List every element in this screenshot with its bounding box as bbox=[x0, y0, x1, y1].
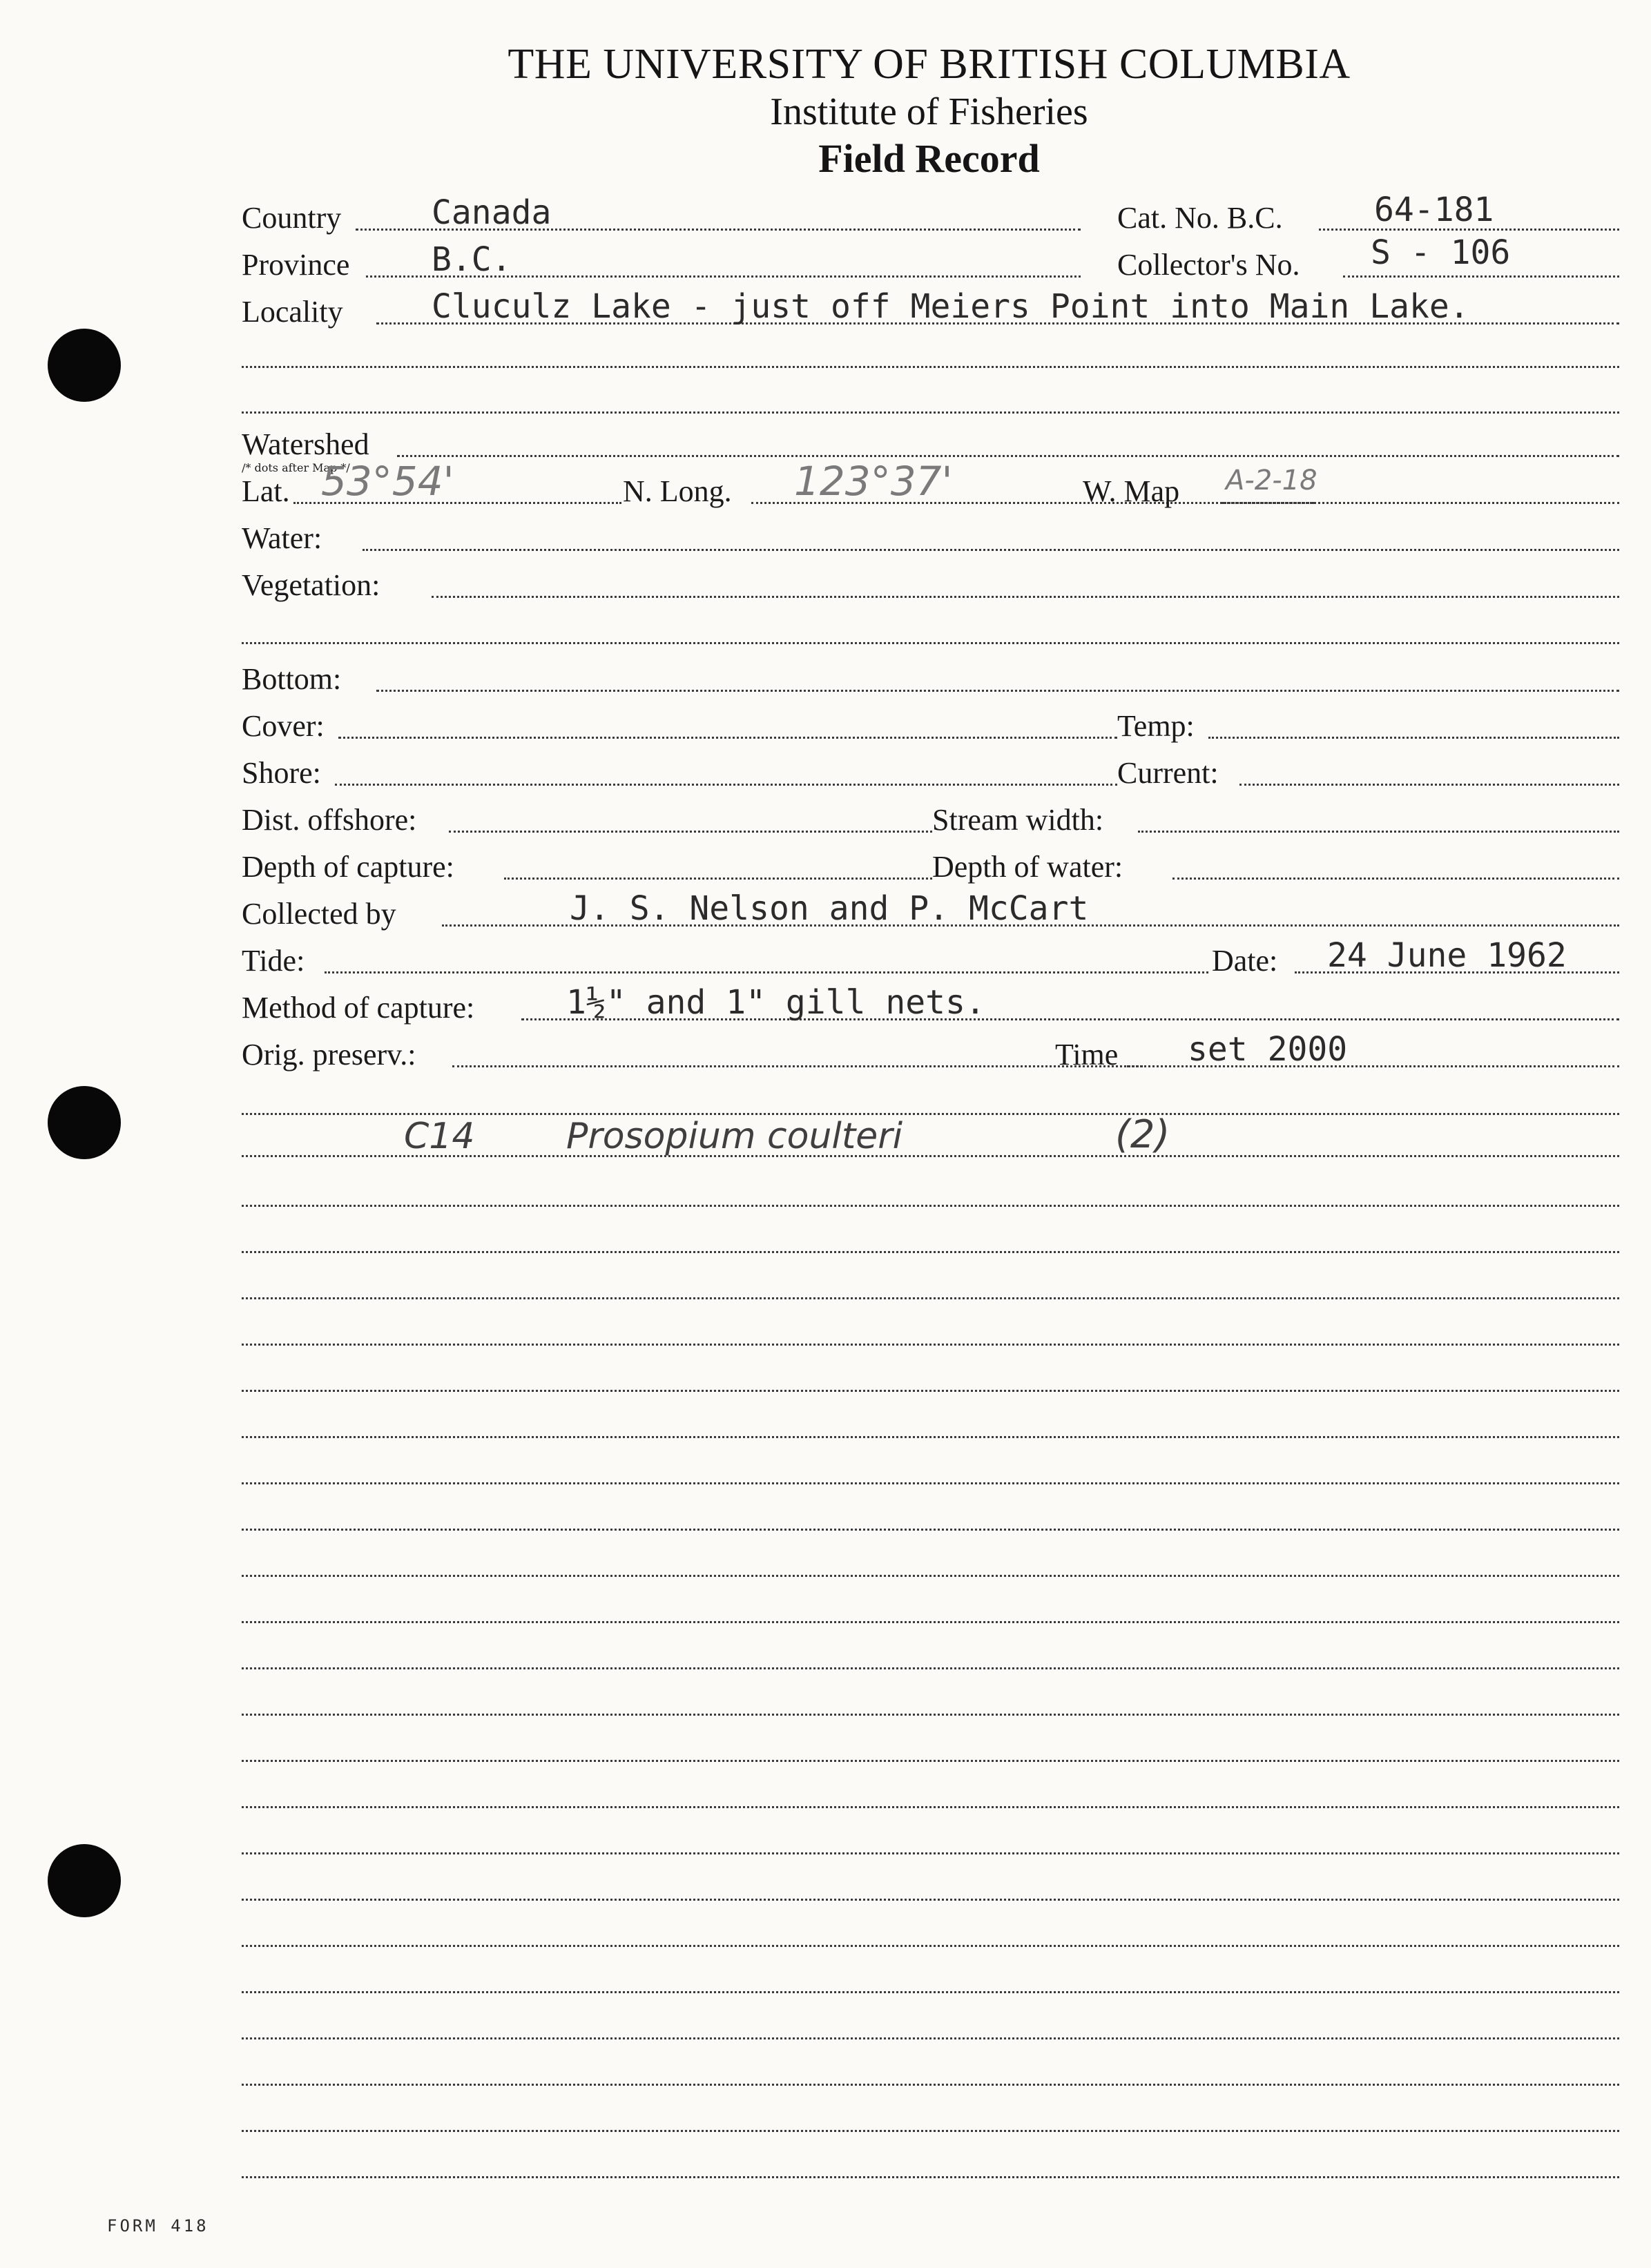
long-label: N. Long. bbox=[623, 474, 732, 508]
cat-no-value[interactable]: 64-181 bbox=[1374, 191, 1494, 229]
lat-label: Lat. bbox=[242, 474, 290, 508]
row-country bbox=[242, 188, 1619, 236]
binder-hole-top bbox=[48, 329, 121, 402]
cat-no-label: Cat. No. B.C. bbox=[1117, 201, 1283, 235]
long-value[interactable]: 123°37' bbox=[794, 458, 953, 505]
locality-value[interactable]: Cluculz Lake - just off Meiers Point into Main Lake. bbox=[432, 287, 1469, 326]
orig-preserv-label: Orig. preserv.: bbox=[242, 1038, 416, 1072]
row-shore bbox=[242, 743, 1619, 791]
water-label: Water: bbox=[242, 521, 322, 555]
province-label: Province bbox=[242, 248, 350, 282]
vegetation-continuation-line bbox=[242, 642, 1619, 644]
row-water bbox=[242, 508, 1619, 556]
map-label: W. Map bbox=[1083, 474, 1180, 508]
row-depth bbox=[242, 837, 1619, 885]
country-value[interactable]: Canada bbox=[432, 193, 552, 232]
ruled-line bbox=[242, 2130, 1619, 2132]
blank-line bbox=[242, 411, 1619, 414]
map-value[interactable]: A-2-18 bbox=[1226, 465, 1317, 496]
country-label: Country bbox=[242, 201, 342, 235]
row-province bbox=[242, 235, 1619, 283]
ruled-line bbox=[242, 1390, 1619, 1392]
specimen-note-row bbox=[242, 1114, 1619, 1163]
lat-value[interactable]: 53°54' bbox=[321, 458, 454, 505]
current-label: Current: bbox=[1117, 756, 1219, 790]
binder-hole-middle bbox=[48, 1086, 121, 1159]
collectors-no-label: Collector's No. bbox=[1117, 248, 1300, 282]
collectors-no-value[interactable]: S - 106 bbox=[1371, 233, 1511, 272]
form-number: FORM 418 bbox=[107, 2216, 209, 2236]
ruled-line bbox=[242, 1482, 1619, 1484]
depth-capture-label: Depth of capture: bbox=[242, 850, 454, 884]
locality-label: Locality bbox=[242, 295, 343, 329]
ruled-line bbox=[242, 1667, 1619, 1669]
form-title: Field Record bbox=[818, 136, 1040, 181]
row-cover bbox=[242, 696, 1619, 744]
method-label: Method of capture: bbox=[242, 991, 475, 1025]
specimen-code[interactable]: C14 bbox=[404, 1116, 475, 1157]
collected-by-value[interactable]: J. S. Nelson and P. McCart bbox=[570, 889, 1089, 928]
ruled-line bbox=[242, 1991, 1619, 1993]
locality-continuation-line bbox=[242, 366, 1619, 368]
vegetation-label: Vegetation: bbox=[242, 568, 380, 602]
time-label: Time bbox=[1055, 1038, 1119, 1072]
institution-title: THE UNIVERSITY OF BRITISH COLUMBIA bbox=[508, 41, 1351, 88]
collected-by-label: Collected by bbox=[242, 897, 396, 931]
temp-label: Temp: bbox=[1117, 709, 1195, 743]
dist-offshore-label: Dist. offshore: bbox=[242, 803, 417, 837]
ruled-line bbox=[242, 1760, 1619, 1762]
specimen-count[interactable]: (2) bbox=[1115, 1112, 1170, 1157]
bottom-label: Bottom: bbox=[242, 662, 342, 696]
cover-label: Cover: bbox=[242, 709, 325, 743]
ruled-line bbox=[242, 1436, 1619, 1438]
province-value[interactable]: B.C. bbox=[432, 240, 512, 279]
date-value[interactable]: 24 June 1962 bbox=[1327, 936, 1567, 975]
ruled-line bbox=[242, 1205, 1619, 1207]
date-label: Date: bbox=[1212, 944, 1278, 978]
method-value[interactable]: 1½" and 1" gill nets. bbox=[566, 983, 985, 1022]
ruled-line bbox=[242, 1621, 1619, 1623]
ruled-line bbox=[242, 2176, 1619, 2178]
ruled-line bbox=[242, 1806, 1619, 1808]
row-watershed bbox=[242, 414, 1619, 463]
time-value[interactable]: set 2000 bbox=[1188, 1030, 1348, 1069]
tide-label: Tide: bbox=[242, 944, 305, 978]
depth-water-label: Depth of water: bbox=[932, 850, 1123, 884]
specimen-species[interactable]: Prosopium coulteri bbox=[566, 1116, 903, 1157]
ruled-line bbox=[242, 1344, 1619, 1346]
ruled-line bbox=[242, 1297, 1619, 1299]
row-coordinates: Lat. 53°54' N. Long. 123°37' W. Map /* dots after Map */ A-2-18 bbox=[242, 461, 1619, 510]
ruled-line bbox=[242, 1575, 1619, 1577]
ruled-line bbox=[242, 1899, 1619, 1901]
row-collected-by bbox=[242, 884, 1619, 932]
row-orig-preserv bbox=[242, 1025, 1619, 1073]
watershed-label: Watershed bbox=[242, 427, 369, 461]
ruled-line bbox=[242, 2037, 1619, 2039]
row-bottom bbox=[242, 649, 1619, 697]
ruled-line bbox=[242, 2084, 1619, 2086]
ruled-line bbox=[242, 1945, 1619, 1947]
row-dist-offshore bbox=[242, 790, 1619, 838]
ruled-line bbox=[242, 1852, 1619, 1854]
row-method bbox=[242, 978, 1619, 1026]
binder-hole-bottom bbox=[48, 1844, 121, 1917]
ruled-line bbox=[242, 1714, 1619, 1716]
ruled-line bbox=[242, 1251, 1619, 1253]
row-locality bbox=[242, 282, 1619, 330]
shore-label: Shore: bbox=[242, 756, 321, 790]
ruled-line bbox=[242, 1529, 1619, 1531]
row-vegetation bbox=[242, 555, 1619, 603]
row-tide bbox=[242, 931, 1619, 979]
department-title: Institute of Fisheries bbox=[770, 90, 1088, 133]
stream-width-label: Stream width: bbox=[932, 803, 1104, 837]
